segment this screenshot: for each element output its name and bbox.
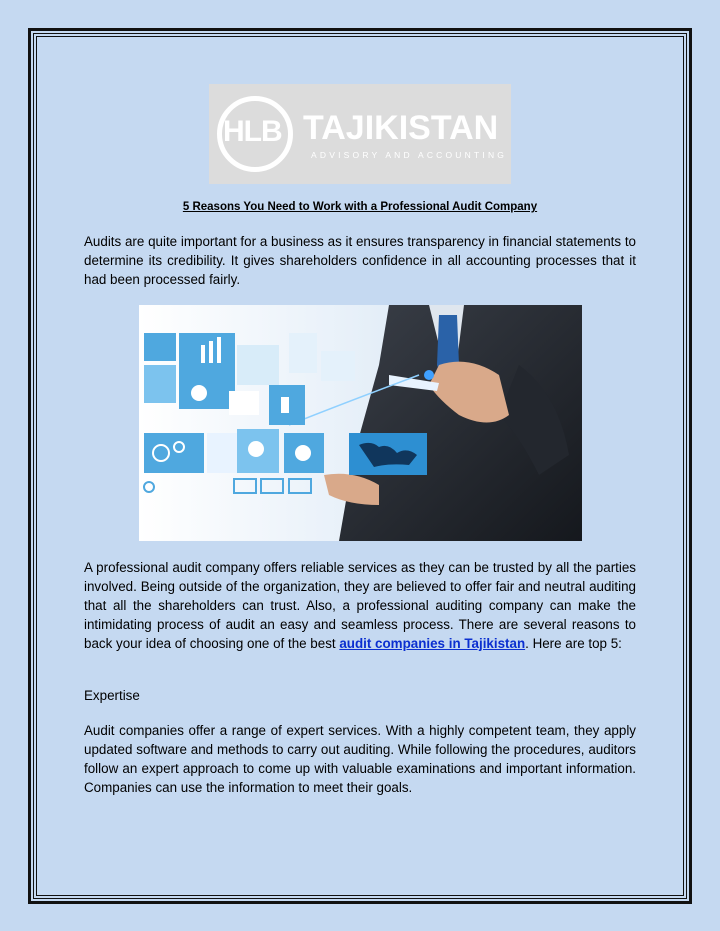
body-paragraph xyxy=(84,558,636,653)
article-title: 5 Reasons You Need to Work with a Professional Audit Company xyxy=(182,201,538,213)
logo-mark: HLB xyxy=(223,115,282,148)
body-text-before-link: A professional audit company offers reliable services as they can be trusted by all the parties involved. Being outside of the organization, they are believed to offer fair and neutral auditing that all the shareholders can trust. Also, a professional auditing company can make the intimidating process of audit an easy and seamless process. There are several reasons to back your idea of choosing one of the best xyxy=(84,560,636,651)
expertise-paragraph: Audit companies offer a range of expert services. With a highly competent team, they apply updated software and methods to carry out auditing. While following the procedures, auditors follow an expert approach to come up with valuable examinations and important information. Companies can use the information to meet their goals. xyxy=(84,723,636,795)
audit-companies-link[interactable]: audit companies in Tajikistan xyxy=(339,636,526,651)
logo-tagline: ADVISORY AND ACCOUNTING xyxy=(311,150,508,160)
business-illustration-image xyxy=(139,305,582,541)
logo-name: TAJIKISTAN xyxy=(303,109,499,147)
intro-paragraph: Audits are quite important for a business as it ensures transparency in financial statements to determine its credibility. It gives shareholders confidence in all accounting processes that it had been processed fairly. xyxy=(84,234,636,287)
section-heading-expertise: Expertise xyxy=(84,688,140,703)
hlb-tajikistan-logo xyxy=(209,84,511,184)
body-text-after-link: . Here are top 5: xyxy=(525,636,622,651)
